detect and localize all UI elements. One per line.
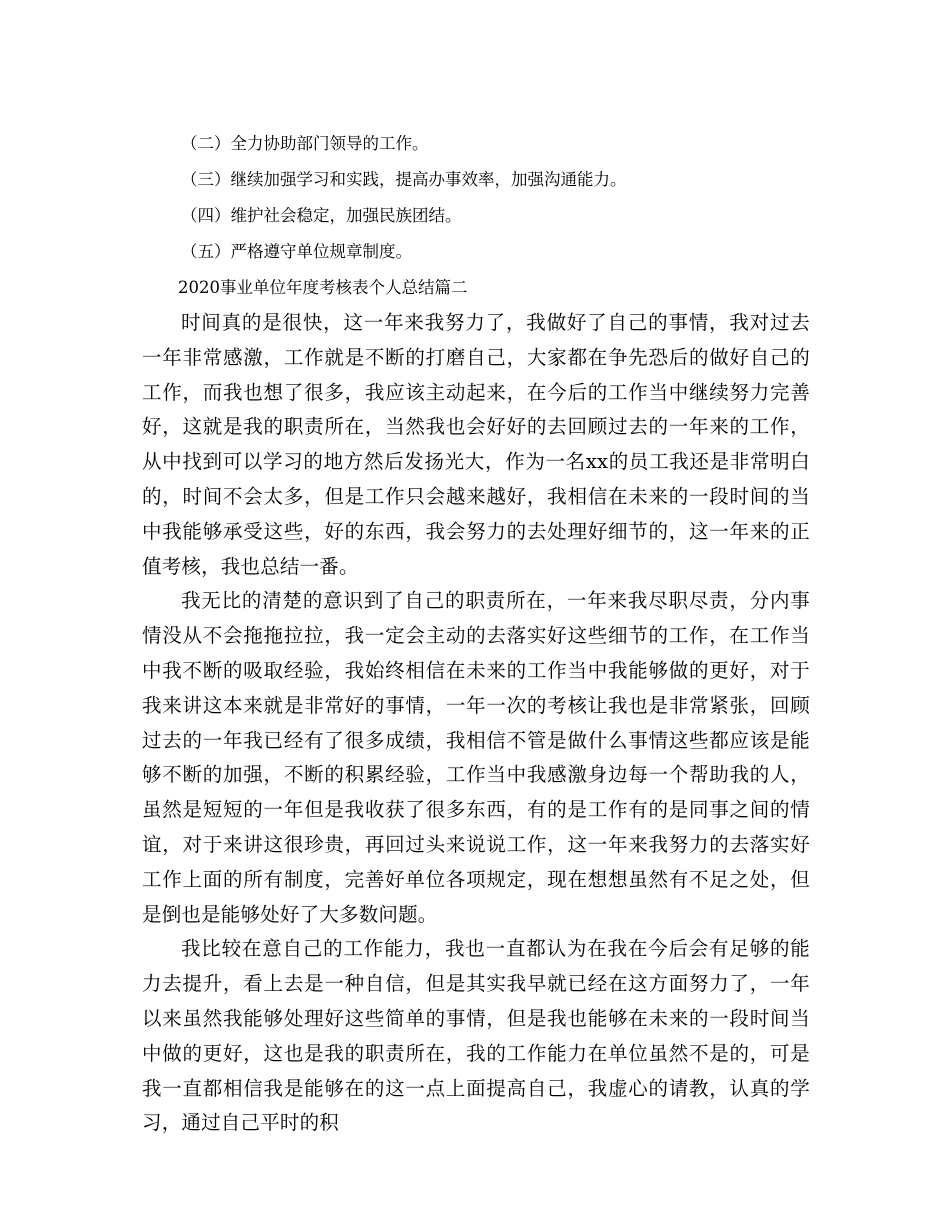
list-item-4: （四）维护社会稳定，加强民族团结。 bbox=[181, 206, 462, 225]
paragraph-3: 我比较在意自己的工作能力，我也一直都认为在我在今后会有足够的能力去提升，看上去是一种自信，但是其实我早就已经在这方面努力了，一年以来虽然我能够处理好这些简单的事情，但是我也能够在未来的一段时间当中做的更好，这也是我的职责所在，我的工作能力在单位虽然不是的，可是我一直都相信我是能够在的这一点上面提高自己，我虚心的请教，认真的学习，通过自己平时的积 bbox=[142, 937, 810, 1135]
list-item-2: （二）全力协助部门领导的工作。 bbox=[181, 134, 429, 153]
section-heading: 2020事业单位年度考核表个人总结篇二 bbox=[178, 278, 468, 297]
document-page bbox=[142, 126, 810, 1141]
list-item-5: （五）严格遵守单位规章制度。 bbox=[181, 242, 412, 261]
list-item-3: （三）继续加强学习和实践，提高办事效率，加强沟通能力。 bbox=[181, 170, 627, 189]
paragraph-1: 时间真的是很快，这一年来我努力了，我做好了自己的事情，我对过去一年非常感激，工作就是不断的打磨自己，大家都在争先恐后的做好自己的工作，而我也想了很多，我应该主动起来，在今后的工作当中继续努力完善好，这就是我的职责所在，当然我也会好好的去回顾过去的一年来的工作，从中找到可以学习的地方然后发扬光大，作为一名xx的员工我还是非常明白的，时间不会太多，但是工作只会越来越好，我相信在未来的一段时间的当中我能够承受这些，好的东西，我会努力的去处理好细节的，这一年来的正值考核，我也总结一番。 bbox=[142, 311, 810, 578]
paragraph-2: 我无比的清楚的意识到了自己的职责所在，一年来我尽职尽责，分内事情没从不会拖拖拉拉，我一定会主动的去落实好这些细节的工作，在工作当中我不断的吸取经验，我始终相信在未来的工作当中我能够做的更好，对于我来讲这本来就是非常好的事情，一年一次的考核让我也是非常紧张，回顾过去的一年我已经有了很多成绩，我相信不管是做什么事情这些都应该是能够不断的加强，不断的积累经验，工作当中我感激身边每一个帮助我的人，虽然是短短的一年但是我收获了很多东西，有的是工作有的是同事之间的情谊，对于来讲这很珍贵，再回过头来说说工作，这一年来我努力的去落实好工作上面的所有制度，完善好单位各项规定，现在想想虽然有不足之处，但是倒也是能够处好了大多数问题。 bbox=[142, 589, 810, 926]
